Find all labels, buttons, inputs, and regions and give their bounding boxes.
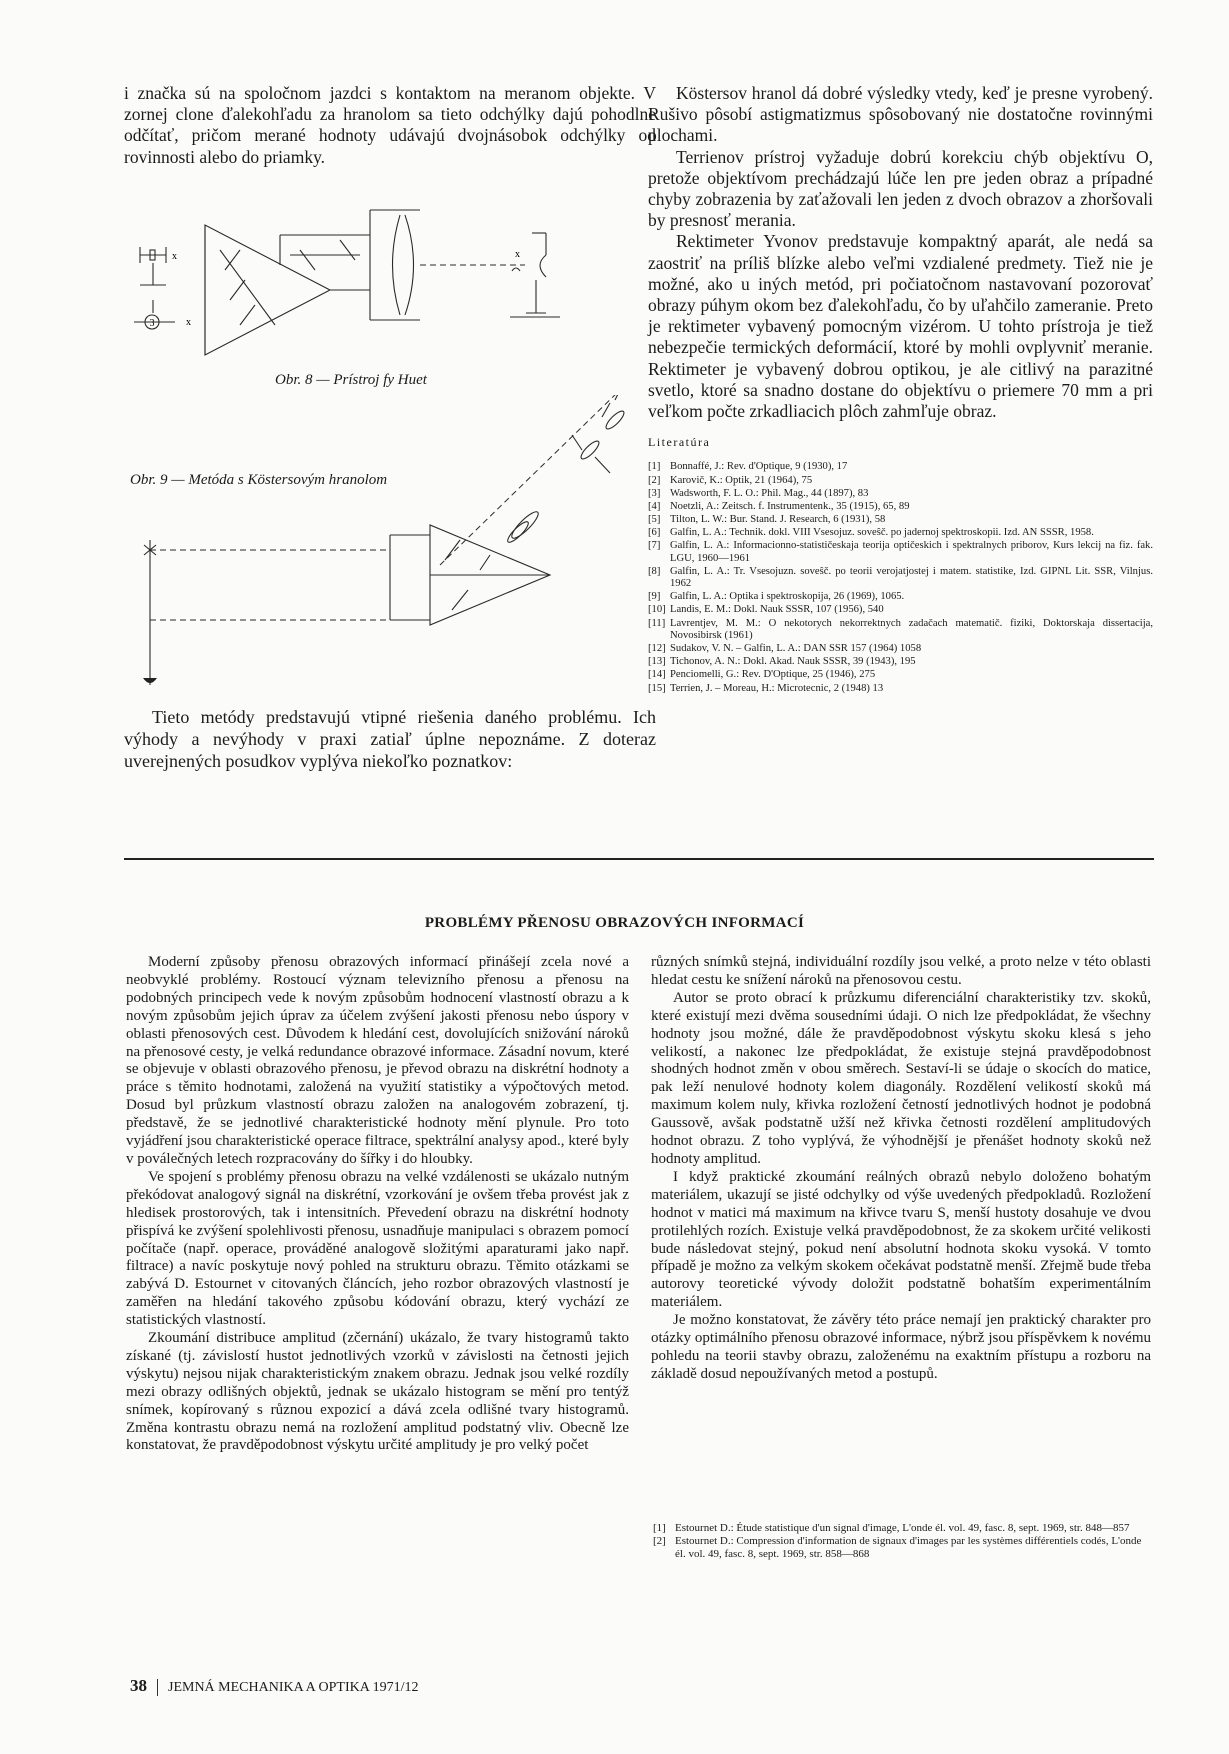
article2-references — [653, 1522, 1148, 1562]
reference-item: [2] Estournet D.: Compression d'information de signaux d'images par les systèmes différentiels codés, L'onde él. vol. 49, fasc. 8, sept. 1969, str. 858—868 — [653, 1535, 1142, 1561]
fig9-lens-2 — [572, 435, 610, 473]
reference-item: [13] Tichonov, A. N.: Dokl. Akad. Nauk SSSR, 39 (1943), 195 — [648, 656, 916, 668]
figure-9-diagram — [140, 395, 640, 695]
reference-item: [6] Galfin, L. A.: Technik. dokl. VIII Vsesojuz. soveŝč. po jadernoj spektroskopii. Izd. AN SSSR, 1958. — [648, 526, 1094, 538]
article2-paragraph: Autor se proto obrací k průzkumu diferenciální charakteristiky tzv. skoků, které existují mezi dvěma sousedními údaji. O nich lze předpokládat, že všechny hodnoty jsou možné, dále že pravděpodobnost výskytu skoku klesá s jeho velikostí, a nakonec lze předpokládat, že existuje stejná pravděpodobnost shodných hodnot změn v obou směrech. Sestaví-li se údaje o skocích do matice, pak leží nenulové hodnoty kolem diagonály. Rozdělení velikostí skoků má maximum kolem nuly, křivka rozložení četností jednotlivých hodnot je podobná Gaussově, avšak podstatně užší než křivka četnosti rozdělení amplitudových hodnot obrazu. Z toho vyplývá, že výhodnější je přenášet hodnoty skoků než hodnoty amplitud. — [651, 989, 1151, 1167]
journal-name: JEMNÁ MECHANIKA A OPTIKA 1971/12 — [168, 1680, 419, 1695]
fig8-prism — [205, 225, 330, 355]
reference-item: [4] Noetzli, A.: Zeitsch. f. Instrumentenk., 35 (1915), 65, 89 — [648, 500, 910, 512]
terrien-paragraph: Terrienov prístroj vyžaduje dobrú korekciu chýb objektívu O, pretože objektívom prechádzajú lúče len pre jeden obraz a prípadné chyby zobrazenia by zaťažovali len jeden z dvoch obrazov a zhoršovali by presnosť merania. — [648, 146, 1153, 231]
footer-separator — [157, 1679, 158, 1696]
reference-item: [1] Bonnaffé, J.: Rev. d'Optique, 9 (1930), 17 — [648, 461, 848, 473]
figure-8-caption: Obr. 8 — Prístroj fy Huet — [275, 372, 427, 388]
fig9-target-staff — [143, 540, 157, 685]
article2-paragraph: různých snímků stejná, individuální rozdíly jsou velké, a proto nelze v této oblasti hledat cestu ke snížení nároků na přenosovou cestu. — [651, 954, 1151, 988]
literature-heading: Literatúra — [648, 435, 711, 450]
reference-item: [2] Karovič, K.: Optik, 21 (1964), 75 — [648, 474, 813, 486]
reference-item: [3] Wadsworth, F. L. O.: Phil. Mag., 44 (1897), 83 — [648, 487, 869, 499]
article-title: PROBLÉMY PŘENOSU OBRAZOVÝCH INFORMACÍ — [424, 915, 805, 931]
top-left-closing — [124, 706, 656, 772]
reference-item: [9] Galfin, L. A.: Optika i spektroskopija, 26 (1969), 1065. — [648, 591, 905, 603]
figure-9-caption: Obr. 9 — Metóda s Köstersovým hranolom — [130, 472, 388, 488]
fig9-lens-3 — [505, 509, 541, 545]
fig8-mark-1: x — [172, 251, 177, 262]
fig8-telescope-tube — [280, 210, 420, 320]
yvon-paragraph: Rektimeter Yvonov predstavuje kompaktný aparát, ale nedá sa zaostriť na príliš blízke alebo veľmi vzdialené predmety. Tiež nie je možné, ako u iných metód, pri počiatočnom nastavovaní pozorovať obrazy púhym okom bez ďalekohľadu, čo by uľahčilo zameranie. Preto je rektimeter vybavený pomocným vizérom. U tohto prístroja je tiež nebezpečie termických deformácií, ktoré by mohli ovplyvniť meranie. Rektimeter je vybavený dobrou optikou, je ale citlivý na parazitné svetlo, ktoré sa snadno dostane do objektívu o priemere 70 mm a pri veľkom počte zrkadliacich plôch zahmľuje obraz. — [648, 231, 1153, 422]
reference-item: [14] Penciomelli, G.: Rev. D'Optique, 25 (1946), 275 — [648, 669, 876, 681]
top-right-column — [648, 83, 1153, 696]
intro-paragraph: i značka sú na spoločnom jazdci s kontaktom na meranom objekte. V zornej clone ďalekohľadu za hranolom sa tieto odchýlky dajú pohodlne odčítať, pričom merané hodnoty udávajú dvojnásobok odchýlky od rovinnosti alebo do priamky. — [124, 83, 656, 167]
fig8-source-assembly — [134, 247, 175, 329]
fig8-target-mirror — [510, 233, 560, 317]
article2-paragraph: Moderní způsoby přenosu obrazových informací přinášejí zcela nové a neobvyklé problémy. Rostoucí význam televizního přenosu a přenosu na podobných principech vede k novým způsobům hodnocení vlastností obrazu a k novým způsobům jejich úprav za účelem zvýšení jakosti přenosu nebo úspory v oblasti přenosových cest. Důvodem k hledání cest, dovolujících snižování nároků na přenosové cesty, je velká redundance obrazové informace. Zásadní novum, které se objevuje v oblasti obrazového přenosu, je převod obrazu na diskrétní hodnoty a práce s těmito hodnotami, založená na využití statistiky a výpočtových metod. Dosud byl průzkum vlastností obrazu založen na analogovém zobrazení, tj. představě, že se jednotlivé charakteristické hodnoty mění plynule. Pro toto vyjádření jsou charakteristické operace filtrace, spektrální analysy apod., které byly v poválečných letech rozpracovány do šířky i do hloubky. — [126, 954, 629, 1167]
reference-item: [12] Sudakov, V. N. – Galfin, L. A.: DAN SSR 157 (1964) 1058 — [648, 643, 922, 655]
section-divider — [124, 858, 1154, 860]
article2-paragraph: Zkoumání distribuce amplitud (zčernání) ukázalo, že tvary histogramů takto získané (tj. závislostí hustot jednotlivých vzorků v závislosti na četnosti jejich výskytu) nejsou nijak charakteristickým znakem obrazu. Jednak jsou velké rozdíly mezi obrazy odlišných objektů, jednak se ukázalo histogram se mění pro tentýž snímek, kopírovaný s různou expozicí a dává zcela odlišné tvary histogramů. Změna kontrastu obrazu nemá na rozložení amplitud podstatný vliv. Obecně lze konstatovat, že pravděpodobnost výskytu určité amplitudy je pro velký počet — [126, 1330, 629, 1454]
reference-item: [10] Landis, E. M.: Dokl. Nauk SSSR, 107 (1956), 540 — [648, 604, 884, 616]
reference-item: [15] Terrien, J. – Moreau, H.: Microtecnic, 2 (1948) 13 — [648, 682, 884, 694]
article2-left-column — [126, 954, 629, 1455]
kosters-paragraph: Köstersov hranol dá dobré výsledky vtedy, keď je presne vyrobený. Rušivo pôsobí astigmatizmus spôsobovaný nie dostatočne rovinnými plochami. — [648, 83, 1153, 146]
fig9-lens-1 — [602, 403, 626, 431]
fig8-mark-2: x — [186, 317, 191, 328]
closing-paragraph: Tieto metódy predstavujú vtipné riešenia daného problému. Ich výhody a nevýhody v praxi zatiaľ úplne nepoznáme. Z doteraz uverejnených posudkov vyplýva niekoľko poznatkov: — [124, 707, 656, 771]
fig8-label-3: 3 — [149, 318, 155, 329]
literature-list — [648, 461, 1153, 695]
page-footer — [130, 1676, 418, 1696]
reference-item: [11] Lavrentjev, M. M.: O nekotorych nekorrektnych zadačach matematič. fiziki, Doktorskaja dissertacija, Novosibirsk (1961) — [648, 617, 1153, 642]
article2-paragraph: Je možno konstatovat, že závěry této práce nemají jen praktický charakter pro otázky optimálního přenosu obrazové informace, nýbrž jsou příspěvkem k novému pohledu na teorii stavby obrazu, založenému na exaktním přístupu a rozboru na základě dosud nepoužívaných metod a postupů. — [651, 1312, 1151, 1382]
figure-8-diagram — [130, 205, 630, 365]
article2-paragraph: Ve spojení s problémy přenosu obrazu na velké vzdálenosti se ukázalo nutným překódovat analogový signál na diskrétní, vzorkování je ovšem třeba provést jak z hledisek prostorových, tak i intensitních. Převedení obrazu na diskrétní hodnoty přispívá ke zvýšení spolehlivosti přenosu, usnadňuje manipulaci s obrazem pomocí počítače (např. operace, prováděné analogově složitými aparaturami jako např. filtrace) a navíc poskytuje nový pohled na strukturu obrazu. Těmito otázkami se zabývá D. Estournet v citovaných článcích, jeho rozbor obrazových vlastností je zaměřen na hledání takového způsobu kódování obrazu, který vychází ze statistických vlastností. — [126, 1168, 629, 1329]
reference-item: [8] Galfin, L. A.: Tr. Vsesojuzn. soveŝč. po teorii verojatjostej i matem. statistike, Izd. GIPNL Lit. SSR, Vilnjus. 1962 — [648, 565, 1153, 590]
page-number: 38 — [130, 1676, 147, 1695]
fig8-mark-3: x — [515, 249, 520, 260]
article2-paragraph: I když praktické zkoumání reálných obrazů nebylo doloženo bohatým materiálem, ukazují se jisté odchylky od výše uvedených předpokladů. Rozložení hodnot v matici má maximum na křivce tvaru S, menší hustoty dosahuje ve dvou protilehlých rozích. Existuje velká pravděpodobnost, že za skokem určité velikosti bude následovat stejný, pokud není absolutní hodnota skoku vysoká. V tomto případě je možno za velkým skokem očekávat podstatně menší. Zřejmě bude třeba autorovy teoretické vývody doložit podstatně bohatším experimentálním materiálem. — [651, 1168, 1151, 1311]
top-left-intro — [124, 83, 656, 168]
reference-item: [1] Estournet D.: Étude statistique d'un signal d'image, L'onde él. vol. 49, fasc. 8, sept. 1969, str. 848—857 — [653, 1522, 1130, 1534]
article2-right-column — [651, 954, 1151, 1384]
reference-item: [7] Galfin, L. A.: Informacionno-statističeskaja teorija optičeskich i spektralnych priborov, Kurs lekcij na fiz. fak. LGU, 1960—1961 — [648, 540, 1153, 564]
reference-item: [5] Tilton, L. W.: Bur. Stand. J. Research, 6 (1931), 58 — [648, 513, 886, 525]
